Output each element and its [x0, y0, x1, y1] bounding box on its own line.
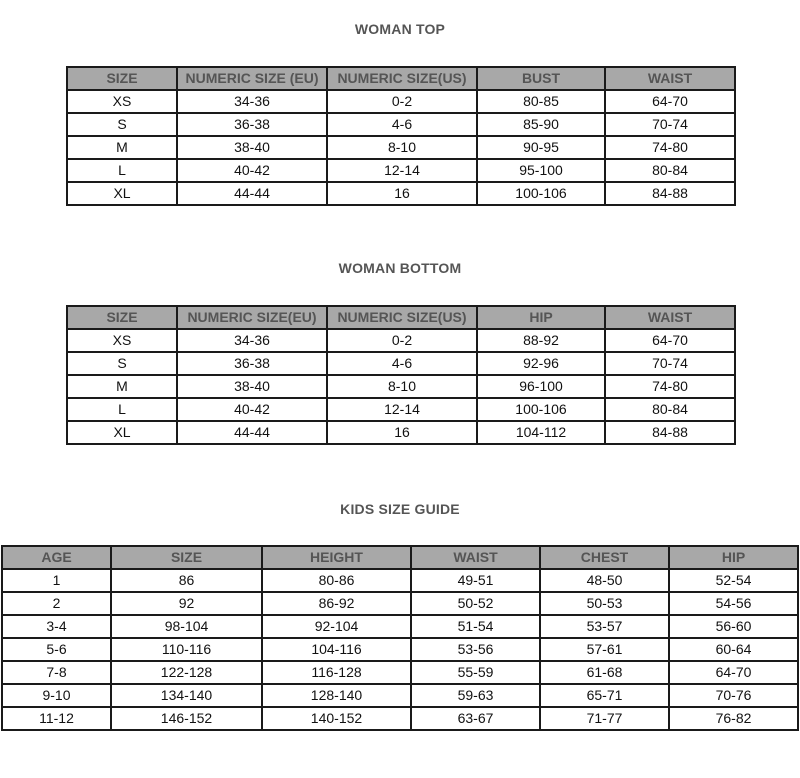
- cell-hip: 64-70: [669, 661, 798, 684]
- cell-size: S: [67, 352, 177, 375]
- table-row: [67, 375, 735, 398]
- cell-height: 92-104: [262, 615, 411, 638]
- cell-height: 116-128: [262, 661, 411, 684]
- table-row: [2, 707, 798, 730]
- cell-bust: 95-100: [477, 159, 605, 182]
- cell-waist: 53-56: [411, 638, 540, 661]
- cell-hip: 60-64: [669, 638, 798, 661]
- cell-eu: 36-38: [177, 113, 327, 136]
- kids-size-guide-title: KIDS SIZE GUIDE: [340, 501, 460, 517]
- header-bust: BUST: [477, 67, 605, 90]
- cell-bust: 100-106: [477, 182, 605, 205]
- cell-chest: 48-50: [540, 569, 669, 592]
- header-numeric-size-eu: NUMERIC SIZE(EU): [177, 306, 327, 329]
- cell-hip: 96-100: [477, 375, 605, 398]
- cell-us: 4-6: [327, 113, 477, 136]
- header-size: SIZE: [111, 546, 262, 569]
- cell-chest: 61-68: [540, 661, 669, 684]
- cell-age: 1: [2, 569, 111, 592]
- table-row: [2, 684, 798, 707]
- header-hip: HIP: [477, 306, 605, 329]
- table-row: [2, 638, 798, 661]
- cell-us: 8-10: [327, 136, 477, 159]
- cell-hip: 100-106: [477, 398, 605, 421]
- cell-us: 4-6: [327, 352, 477, 375]
- cell-size: L: [67, 159, 177, 182]
- cell-waist: 70-74: [605, 352, 735, 375]
- cell-waist: 84-88: [605, 421, 735, 444]
- cell-hip: 52-54: [669, 569, 798, 592]
- cell-eu: 38-40: [177, 136, 327, 159]
- cell-hip: 76-82: [669, 707, 798, 730]
- cell-size: 98-104: [111, 615, 262, 638]
- cell-eu: 40-42: [177, 398, 327, 421]
- cell-us: 16: [327, 421, 477, 444]
- cell-eu: 36-38: [177, 352, 327, 375]
- table-row: [67, 113, 735, 136]
- cell-waist: 64-70: [605, 329, 735, 352]
- cell-size: 134-140: [111, 684, 262, 707]
- table-row: [67, 329, 735, 352]
- cell-age: 2: [2, 592, 111, 615]
- cell-waist: 64-70: [605, 90, 735, 113]
- cell-waist: 59-63: [411, 684, 540, 707]
- cell-hip: 70-76: [669, 684, 798, 707]
- header-waist: WAIST: [605, 67, 735, 90]
- cell-hip: 54-56: [669, 592, 798, 615]
- cell-chest: 53-57: [540, 615, 669, 638]
- cell-hip: 92-96: [477, 352, 605, 375]
- cell-age: 7-8: [2, 661, 111, 684]
- cell-us: 12-14: [327, 398, 477, 421]
- cell-height: 128-140: [262, 684, 411, 707]
- table-header-row: [2, 546, 798, 569]
- kids-size-table: [1, 545, 799, 731]
- cell-eu: 44-44: [177, 182, 327, 205]
- cell-us: 12-14: [327, 159, 477, 182]
- cell-waist: 80-84: [605, 398, 735, 421]
- header-height: HEIGHT: [262, 546, 411, 569]
- table-row: [67, 352, 735, 375]
- table-row: [67, 136, 735, 159]
- cell-waist: 49-51: [411, 569, 540, 592]
- cell-eu: 34-36: [177, 90, 327, 113]
- cell-waist: 84-88: [605, 182, 735, 205]
- cell-eu: 44-44: [177, 421, 327, 444]
- cell-height: 140-152: [262, 707, 411, 730]
- cell-age: 5-6: [2, 638, 111, 661]
- cell-size: M: [67, 136, 177, 159]
- cell-bust: 80-85: [477, 90, 605, 113]
- cell-size: L: [67, 398, 177, 421]
- cell-waist: 80-84: [605, 159, 735, 182]
- table-row: [2, 615, 798, 638]
- table-row: [67, 182, 735, 205]
- cell-height: 86-92: [262, 592, 411, 615]
- cell-age: 9-10: [2, 684, 111, 707]
- woman-bottom-table: [66, 305, 736, 445]
- header-chest: CHEST: [540, 546, 669, 569]
- cell-chest: 50-53: [540, 592, 669, 615]
- cell-eu: 38-40: [177, 375, 327, 398]
- cell-size: 110-116: [111, 638, 262, 661]
- table-header-row: [67, 67, 735, 90]
- cell-waist: 50-52: [411, 592, 540, 615]
- cell-us: 0-2: [327, 329, 477, 352]
- cell-bust: 90-95: [477, 136, 605, 159]
- cell-chest: 57-61: [540, 638, 669, 661]
- cell-height: 104-116: [262, 638, 411, 661]
- cell-us: 8-10: [327, 375, 477, 398]
- table-row: [2, 569, 798, 592]
- cell-waist: 70-74: [605, 113, 735, 136]
- cell-chest: 71-77: [540, 707, 669, 730]
- table-header-row: [67, 306, 735, 329]
- header-numeric-size-us: NUMERIC SIZE(US): [327, 306, 477, 329]
- cell-waist: 74-80: [605, 375, 735, 398]
- cell-size: 146-152: [111, 707, 262, 730]
- cell-size: 92: [111, 592, 262, 615]
- table-row: [67, 398, 735, 421]
- header-age: AGE: [2, 546, 111, 569]
- header-waist: WAIST: [411, 546, 540, 569]
- cell-size: XS: [67, 90, 177, 113]
- header-numeric-size-eu: NUMERIC SIZE (EU): [177, 67, 327, 90]
- header-waist: WAIST: [605, 306, 735, 329]
- cell-eu: 34-36: [177, 329, 327, 352]
- cell-size: S: [67, 113, 177, 136]
- cell-size: XL: [67, 421, 177, 444]
- table-row: [2, 661, 798, 684]
- woman-top-table: [66, 66, 736, 206]
- cell-hip: 88-92: [477, 329, 605, 352]
- table-row: [2, 592, 798, 615]
- cell-hip: 104-112: [477, 421, 605, 444]
- cell-waist: 55-59: [411, 661, 540, 684]
- cell-bust: 85-90: [477, 113, 605, 136]
- table-row: [67, 90, 735, 113]
- woman-bottom-title: WOMAN BOTTOM: [338, 260, 462, 276]
- cell-waist: 51-54: [411, 615, 540, 638]
- cell-size: 86: [111, 569, 262, 592]
- woman-top-title: WOMAN TOP: [354, 21, 446, 37]
- header-numeric-size-us: NUMERIC SIZE(US): [327, 67, 477, 90]
- cell-age: 11-12: [2, 707, 111, 730]
- header-size: SIZE: [67, 67, 177, 90]
- cell-hip: 56-60: [669, 615, 798, 638]
- cell-size: XL: [67, 182, 177, 205]
- cell-size: 122-128: [111, 661, 262, 684]
- cell-age: 3-4: [2, 615, 111, 638]
- header-size: SIZE: [67, 306, 177, 329]
- cell-chest: 65-71: [540, 684, 669, 707]
- table-row: [67, 159, 735, 182]
- cell-us: 0-2: [327, 90, 477, 113]
- cell-us: 16: [327, 182, 477, 205]
- cell-height: 80-86: [262, 569, 411, 592]
- cell-eu: 40-42: [177, 159, 327, 182]
- header-hip: HIP: [669, 546, 798, 569]
- cell-size: M: [67, 375, 177, 398]
- cell-waist: 74-80: [605, 136, 735, 159]
- table-row: [67, 421, 735, 444]
- cell-size: XS: [67, 329, 177, 352]
- cell-waist: 63-67: [411, 707, 540, 730]
